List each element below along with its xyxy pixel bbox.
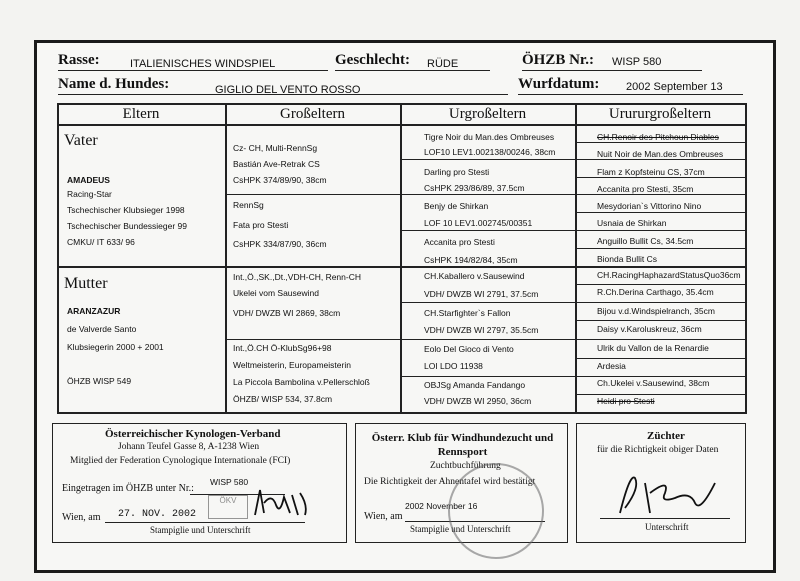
great-grandparent-line: CH.Kaballero v.Sausewind	[424, 271, 525, 281]
zuchtbuch-label: Zuchtbuchführung	[430, 461, 501, 471]
date-stamp: 27. NOV. 2002	[118, 509, 197, 520]
mother-name: ARANZAZUR	[67, 306, 121, 316]
club-title: Österr. Klub für Windhundezucht und Rennsport	[371, 432, 554, 459]
gg-grandparent: CH.Renoir des Pitchoun Diables	[597, 132, 719, 142]
vater-label: Vater	[64, 132, 98, 149]
great-grandparent-line: Darling pro Stesti	[424, 167, 490, 177]
oekv-title: Österreichischer Kynologen-Verband	[105, 428, 281, 440]
great-grandparent-line: Accanita pro Stesti	[424, 237, 495, 247]
father-line: Tschechischer Bundessieger 99	[67, 221, 188, 231]
oehzb-label: ÖHZB Nr.:	[522, 52, 594, 68]
gg-grandparent: CH.RacingHaphazardStatusQuo36cm	[597, 270, 741, 280]
grandparent-line: Cz- CH, Multi-RennSg	[233, 143, 318, 153]
great-grandparent-line: VDH/ DWZB WI 2797, 35.5cm	[424, 325, 539, 335]
column-ururgrosseltern: Urururgroßeltern	[608, 106, 712, 122]
column-grosseltern: Großeltern	[280, 106, 345, 122]
zuechter-signature	[605, 463, 735, 518]
great-grandparent-line: VDH/ DWZB WI 2791, 37.5cm	[424, 289, 539, 299]
great-grandparent-line: Benjy de Shirkan	[424, 201, 489, 211]
column-eltern: Eltern	[122, 106, 160, 122]
father-line: CMKU/ IT 633/ 96	[67, 237, 135, 247]
gg-grandparent: Flam z Kopfsteinu CS, 37cm	[597, 167, 705, 177]
stampiglie-label: Stampiglie und Unterschrift	[150, 525, 251, 535]
oekv-address: Johann Teufel Gasse 8, A-1238 Wien	[118, 442, 260, 452]
mutter-label: Mutter	[64, 275, 108, 292]
gg-grandparent: Ch.Ukelei v.Sausewind, 38cm	[597, 378, 710, 388]
mother-line: de Valverde Santo	[67, 324, 137, 334]
name-value: GIGLIO DEL VENTO ROSSO	[215, 84, 361, 96]
grandparent-line: La Piccola Bambolina v.Pellerschloß	[233, 377, 370, 387]
great-grandparent-line: CsHPK 293/86/89, 37.5cm	[424, 183, 525, 193]
gg-grandparent: Usnaia de Shirkan	[597, 218, 667, 228]
great-grandparent-line: Eolo Del Gioco di Vento	[424, 344, 514, 354]
wurfdatum-label: Wurfdatum:	[518, 76, 600, 92]
oehzb-value: WISP 580	[612, 56, 662, 68]
grandparent-line: ÖHZB/ WISP 534, 37.8cm	[233, 394, 333, 404]
geschlecht-value: RÜDE	[427, 58, 459, 70]
great-grandparent-line: OBJSg Amanda Fandango	[424, 380, 526, 390]
grandparent-line: CsHPK 334/87/90, 36cm	[233, 239, 327, 249]
stampiglie-label-2: Stampiglie und Unterschrift	[410, 524, 511, 534]
grandparent-line: CsHPK 374/89/90, 38cm	[233, 175, 327, 185]
geschlecht-label: Geschlecht:	[335, 52, 410, 68]
grandparent-line: Fata pro Stesti	[233, 220, 289, 230]
eingetragen-value: WISP 580	[210, 477, 249, 487]
grandparent-line: VDH/ DWZB WI 2869, 38cm	[233, 308, 341, 318]
grandparent-line: Bastián Ave-Retrak CS	[233, 159, 320, 169]
club-date: 2002 November 16	[405, 501, 478, 511]
father-name: AMADEUS	[67, 175, 110, 185]
great-grandparent-line: LOF10 LEV1.002138/00246, 38cm	[424, 147, 556, 157]
zuechter-title: Züchter	[647, 430, 685, 442]
great-grandparent-line: CH.Starfighter`s Fallon	[424, 308, 511, 318]
oekv-signature	[250, 485, 320, 520]
gg-grandparent: Anguillo Bullit Cs, 34.5cm	[597, 236, 694, 246]
grandparent-line: Weltmeisterin, Europameisterin	[233, 360, 351, 370]
wien-am-label: Wien, am	[62, 512, 101, 523]
grandparent-line: Ukelei vom Sausewind	[233, 288, 319, 298]
oekv-member: Mitglied der Federation Cynologique Internationale (FCI)	[70, 456, 291, 466]
grandparent-line: Int.,Ö.CH Ö-KlubSg96+98	[233, 343, 332, 353]
rasse-label: Rasse:	[58, 52, 100, 68]
great-grandparent-line: CsHPK 194/82/84, 35cm	[424, 255, 518, 265]
wurfdatum-value: 2002 September 13	[626, 81, 723, 93]
father-line: Racing-Star	[67, 189, 112, 199]
great-grandparent-line: VDH/ DWZB WI 2950, 36cm	[424, 396, 532, 406]
grandparent-line: Int.,Ö.,SK.,Dt.,VDH-CH, Renn-CH	[233, 272, 361, 282]
richtigkeit-label: Die Richtigkeit der Ahnentafel wird bestätigt	[364, 477, 536, 487]
gg-grandparent: Bijou v.d.Windspielranch, 35cm	[597, 306, 715, 316]
wien-am-label-2: Wien, am	[364, 511, 403, 522]
gg-grandparent: R.Ch.Derina Carthago, 35.4cm	[597, 287, 714, 297]
gg-grandparent: Ulrik du Vallon de la Renardie	[597, 343, 709, 353]
club-stamp	[448, 463, 544, 559]
okv-stamp: ÖKV	[208, 495, 248, 519]
mother-line: Klubsiegerin 2000 + 2001	[67, 342, 164, 352]
name-label: Name d. Hundes:	[58, 76, 170, 92]
gg-grandparent: Nuit Noir de Man.des Ombreuses	[597, 149, 724, 159]
gg-grandparent: Daisy v.Karoluskreuz, 36cm	[597, 324, 702, 334]
father-line: Tschechischer Klubsieger 1998	[67, 205, 185, 215]
great-grandparent-line: LOI LDO 11938	[424, 361, 483, 371]
gg-grandparent: Mesydorian`s Vittorino Nino	[597, 201, 702, 211]
great-grandparent-line: Tigre Noir du Man.des Ombreuses	[424, 132, 555, 142]
eingetragen-label: Eingetragen im ÖHZB unter Nr.:	[62, 483, 194, 494]
grandparent-line: RennSg	[233, 200, 264, 210]
great-grandparent-line: LOF 10 LEV1.002745/00351	[424, 218, 533, 228]
column-urgrosseltern: Urgroßeltern	[448, 106, 527, 122]
gg-grandparent: Heidi pro Stesti	[597, 396, 655, 406]
rasse-value: ITALIENISCHES WINDSPIEL	[130, 58, 276, 70]
gg-grandparent: Accanita pro Stesti, 35cm	[597, 184, 694, 194]
gg-grandparent: Ardesia	[597, 361, 626, 371]
unterschrift-label: Unterschrift	[645, 522, 689, 532]
gg-grandparent: Bionda Bullit Cs	[597, 254, 658, 264]
zuechter-text: für die Richtigkeit obiger Daten	[597, 445, 719, 455]
mother-line: ÖHZB WISP 549	[67, 376, 132, 386]
